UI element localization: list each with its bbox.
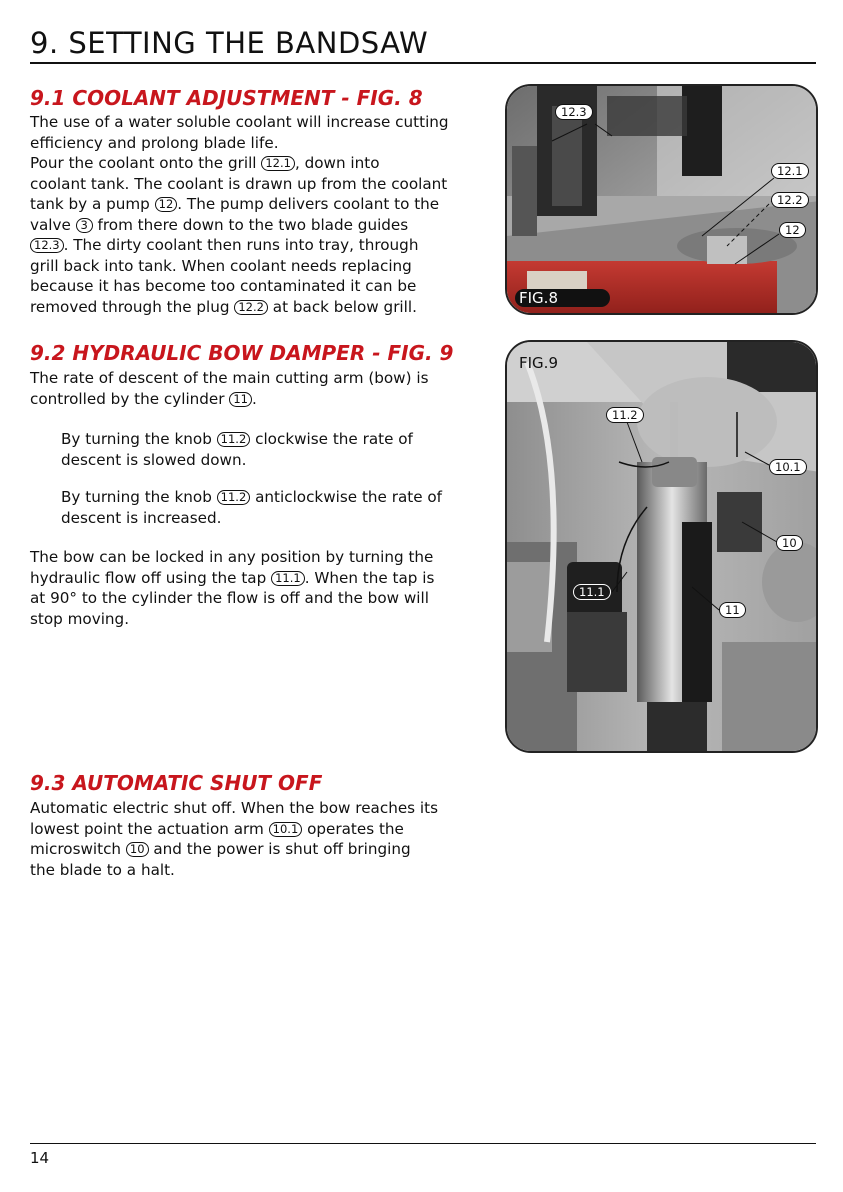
text-line	[30, 798, 438, 819]
text-run: descent is slowed down.	[61, 450, 247, 469]
part-reference-marker: 11	[229, 392, 252, 407]
text-run: the blade to a halt.	[30, 860, 175, 879]
fig8-callout-12-3: 12.3	[555, 104, 593, 120]
part-reference-marker: 10.1	[269, 822, 303, 837]
text-run: .	[251, 389, 257, 408]
text-run: from there down to the two blade guides	[92, 215, 409, 234]
text-line	[30, 819, 438, 840]
fig9-callout-11: 11	[719, 602, 746, 618]
text-line	[30, 609, 434, 630]
text-run: operates the	[302, 819, 404, 838]
figure-9-illustration	[507, 342, 818, 753]
figure-8-photo	[505, 84, 818, 315]
section-heading-coolant: 9.1 COOLANT ADJUSTMENT - FIG. 8	[30, 86, 423, 110]
text-line	[30, 153, 449, 174]
text-run: . The pump delivers coolant to the	[177, 195, 440, 213]
section-body-hydraulic-anticlockwise	[61, 487, 442, 528]
text-run: grill back into tank. When coolant needs replacing	[30, 256, 412, 275]
text-run: The bow can be locked in any position by turning the	[30, 548, 434, 566]
part-reference-marker: 12.1	[261, 156, 295, 171]
fig9-callout-10-1: 10.1	[769, 459, 807, 475]
text-run: The rate of descent of the main cutting arm (bow) is	[30, 369, 429, 387]
part-reference-marker: 10	[126, 842, 149, 857]
text-line	[30, 389, 428, 410]
text-run: at back below grill.	[267, 297, 417, 316]
fig8-callout-12-1: 12.1	[771, 163, 809, 179]
figure-9-photo	[505, 340, 818, 753]
section-body-hydraulic-lock	[30, 547, 434, 629]
text-line	[61, 429, 413, 450]
part-reference-marker: 12	[155, 197, 178, 212]
section-heading-hydraulic: 9.2 HYDRAULIC BOW DAMPER - FIG. 9	[30, 341, 454, 365]
text-run: controlled by the cylinder	[30, 389, 230, 408]
text-run: stop moving.	[30, 609, 130, 628]
section-body-shutoff	[30, 798, 438, 880]
text-run: Automatic electric shut off. When the bow reaches its	[30, 799, 439, 817]
text-run: and the power is shut off bringing	[148, 840, 411, 858]
fig8-callout-12-2: 12.2	[771, 192, 809, 208]
section-heading-shutoff: 9.3 AUTOMATIC SHUT OFF	[30, 771, 323, 795]
part-reference-marker: 3	[76, 218, 93, 233]
text-line	[30, 568, 434, 589]
text-line	[61, 450, 413, 471]
part-reference-marker: 12.2	[234, 300, 268, 315]
text-line	[30, 368, 428, 389]
header-rule	[30, 62, 816, 64]
text-line	[30, 297, 449, 318]
text-line	[30, 112, 449, 133]
text-run: By turning the knob	[61, 488, 217, 506]
text-run: removed through the plug	[30, 297, 235, 316]
fig9-callout-11-2: 11.2	[606, 407, 644, 423]
page-number: 14	[30, 1149, 50, 1167]
section-body-hydraulic-intro	[30, 368, 428, 409]
section-body-coolant	[30, 112, 449, 317]
text-line	[61, 487, 442, 508]
text-line	[30, 276, 449, 297]
text-line	[61, 508, 442, 529]
text-run: hydraulic flow off using the tap	[30, 568, 272, 587]
text-run: coolant tank. The coolant is drawn up from the coolant	[30, 174, 448, 193]
text-line	[30, 256, 449, 277]
fig8-callout-12: 12	[779, 222, 806, 238]
text-run: descent is increased.	[61, 508, 222, 527]
section-body-hydraulic-clockwise	[61, 429, 413, 470]
text-run: anticlockwise the rate of	[250, 488, 443, 506]
part-reference-marker: 11.2	[217, 490, 251, 505]
fig9-label: FIG.9	[519, 354, 558, 372]
part-reference-marker: 11.1	[271, 571, 305, 586]
text-run: lowest point the actuation arm	[30, 819, 269, 838]
part-reference-marker: 11.2	[217, 432, 251, 447]
text-run: efficiency and prolong blade life.	[30, 133, 279, 152]
text-line	[30, 235, 449, 256]
text-run: , down into	[294, 154, 380, 172]
text-run: clockwise the rate of	[250, 430, 413, 448]
text-line	[30, 860, 438, 881]
text-line	[30, 839, 438, 860]
text-line	[30, 133, 449, 154]
text-line	[30, 215, 449, 236]
part-reference-marker: 12.3	[30, 238, 64, 253]
text-line	[30, 547, 434, 568]
page-title: 9. SETTING THE BANDSAW	[30, 26, 429, 60]
text-run: . When the tap is	[304, 568, 435, 587]
text-run: microswitch	[30, 840, 126, 858]
text-run: valve	[30, 215, 76, 234]
text-line	[30, 174, 449, 195]
fig9-callout-11-1: 11.1	[573, 584, 611, 600]
text-run: tank by a pump	[30, 195, 155, 213]
text-run: Pour the coolant onto the grill	[30, 154, 262, 172]
text-run: because it has become too contaminated it can be	[30, 277, 417, 295]
text-run: at 90° to the cylinder the flow is off and the bow will	[30, 589, 429, 607]
text-run: . The dirty coolant then runs into tray, through	[63, 236, 419, 254]
text-line	[30, 588, 434, 609]
fig8-label: FIG.8	[519, 289, 558, 307]
text-line	[30, 194, 449, 215]
fig9-callout-10: 10	[776, 535, 803, 551]
footer-rule	[30, 1143, 816, 1144]
text-run: The use of a water soluble coolant will increase cutting	[30, 113, 449, 131]
text-run: By turning the knob	[61, 430, 217, 448]
